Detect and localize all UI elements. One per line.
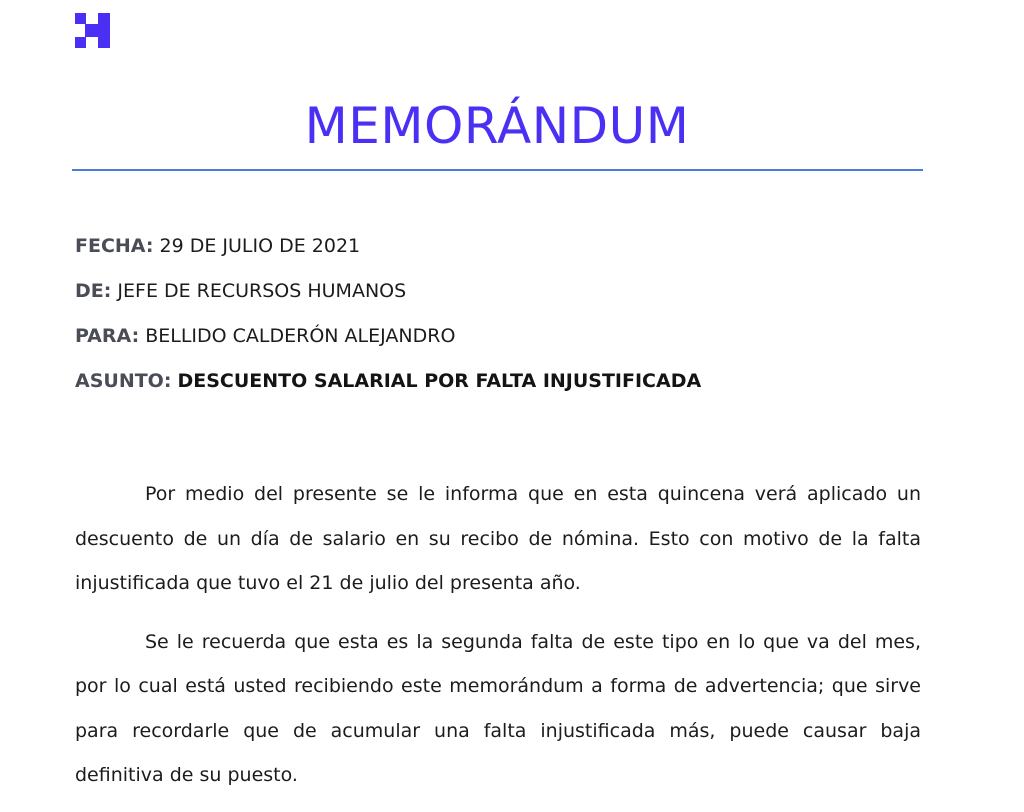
- memo-header: [75, 232, 935, 412]
- memo-body: [75, 472, 921, 812]
- meta-value-de: JEFE DE RECURSOS HUMANOS: [117, 280, 407, 302]
- meta-value-asunto: DESCUENTO SALARIAL POR FALTA INJUSTIFICADA: [177, 370, 702, 392]
- page-title: MEMORÁNDUM: [304, 97, 690, 155]
- meta-row-asunto: [75, 367, 935, 412]
- meta-row-fecha: [75, 232, 935, 277]
- body-paragraph: Por medio del presente se le informa que en esta quincena verá aplicado un descuento de un día de salario en su recibo de nómina. Esto con motivo de la falta injustificada que tuvo el 21 de julio del presenta año.: [75, 483, 921, 594]
- body-paragraph: Se le recuerda que esta es la segunda falta de este tipo en lo que va del mes, por lo cual está usted recibiendo este memorándum a forma de advertencia; que sirve para recordarle que de acumular una falta injustificada más, puede causar baja definitiva de su puesto.: [75, 630, 921, 786]
- meta-label-de: DE:: [75, 280, 112, 302]
- meta-row-de: [75, 277, 935, 322]
- meta-label-para: PARA:: [75, 325, 140, 347]
- title-divider: [72, 169, 923, 171]
- meta-label-fecha: FECHA:: [75, 235, 154, 257]
- brand-logo-icon: [75, 13, 111, 49]
- meta-value-para: BELLIDO CALDERÓN ALEJANDRO: [145, 325, 456, 347]
- meta-value-fecha: 29 DE JULIO DE 2021: [159, 235, 361, 257]
- meta-label-asunto: ASUNTO:: [75, 370, 172, 392]
- meta-row-para: [75, 322, 935, 367]
